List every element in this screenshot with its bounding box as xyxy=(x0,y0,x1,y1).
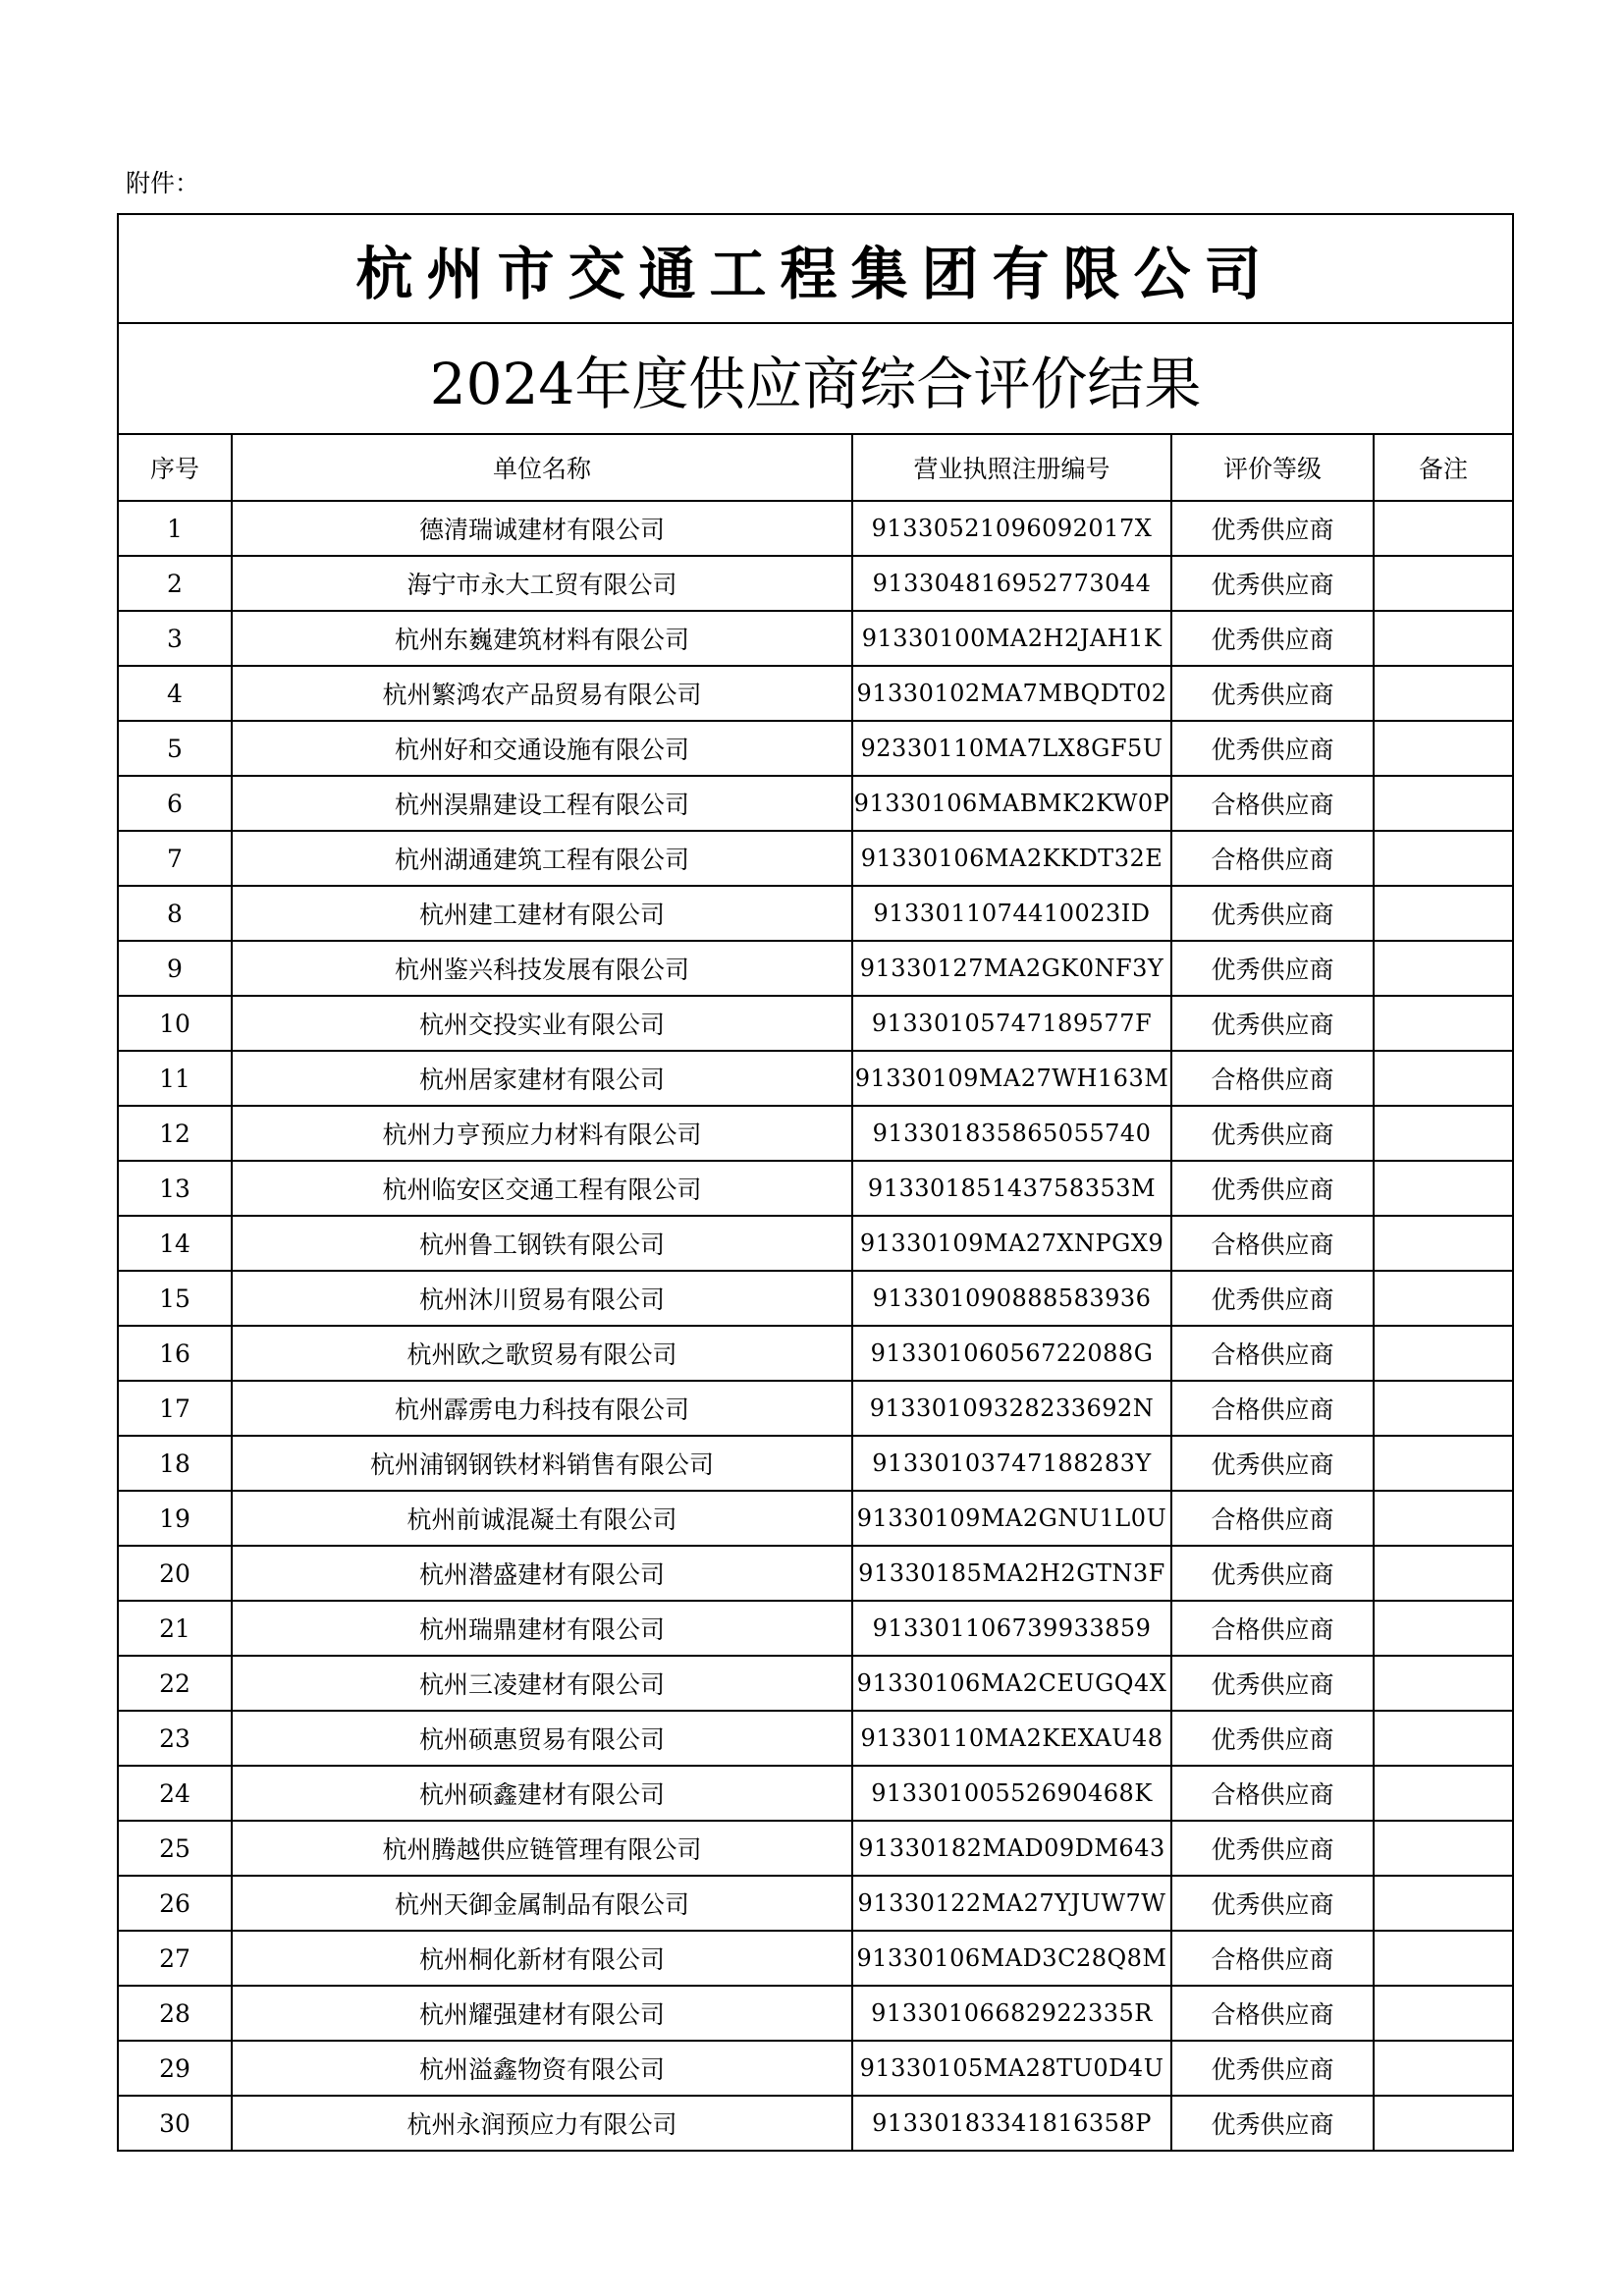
cell-evaluation-grade: 合格供应商 xyxy=(1171,1216,1374,1271)
cell-company-name: 杭州居家建材有限公司 xyxy=(232,1051,852,1106)
cell-company-name: 杭州东巍建筑材料有限公司 xyxy=(232,611,852,666)
cell-company-name: 杭州鉴兴科技发展有限公司 xyxy=(232,941,852,996)
table-row xyxy=(118,1986,1513,2041)
table-row xyxy=(118,556,1513,611)
cell-license-number: 91330182MAD09DM643 xyxy=(852,1821,1171,1876)
cell-evaluation-grade: 优秀供应商 xyxy=(1171,1161,1374,1216)
table-row xyxy=(118,1161,1513,1216)
cell-index: 14 xyxy=(118,1216,232,1271)
cell-license-number: 91330185143758353M xyxy=(852,1161,1171,1216)
cell-evaluation-grade: 合格供应商 xyxy=(1171,1491,1374,1546)
cell-license-number: 9133011074410023ID xyxy=(852,886,1171,941)
cell-company-name: 杭州三凌建材有限公司 xyxy=(232,1656,852,1711)
cell-evaluation-grade: 优秀供应商 xyxy=(1171,996,1374,1051)
cell-evaluation-grade: 优秀供应商 xyxy=(1171,1711,1374,1766)
cell-remark xyxy=(1374,1656,1513,1711)
cell-license-number: 91330109328233692N xyxy=(852,1381,1171,1436)
cell-company-name: 杭州欧之歌贸易有限公司 xyxy=(232,1326,852,1381)
column-header-row xyxy=(118,434,1513,501)
cell-license-number: 91330183341816358P xyxy=(852,2096,1171,2151)
cell-remark xyxy=(1374,1326,1513,1381)
cell-evaluation-grade: 优秀供应商 xyxy=(1171,2096,1374,2151)
cell-evaluation-grade: 优秀供应商 xyxy=(1171,1876,1374,1931)
cell-evaluation-grade: 优秀供应商 xyxy=(1171,611,1374,666)
cell-company-name: 杭州淏鼎建设工程有限公司 xyxy=(232,776,852,831)
cell-evaluation-grade: 合格供应商 xyxy=(1171,1381,1374,1436)
cell-index: 2 xyxy=(118,556,232,611)
cell-remark xyxy=(1374,1491,1513,1546)
table-row xyxy=(118,776,1513,831)
cell-company-name: 杭州鲁工钢铁有限公司 xyxy=(232,1216,852,1271)
table-row xyxy=(118,1546,1513,1601)
table-row xyxy=(118,1436,1513,1491)
cell-license-number: 91330109MA2GNU1L0U xyxy=(852,1491,1171,1546)
cell-evaluation-grade: 合格供应商 xyxy=(1171,831,1374,886)
cell-remark xyxy=(1374,1106,1513,1161)
table-row xyxy=(118,1106,1513,1161)
cell-remark xyxy=(1374,1931,1513,1986)
cell-license-number: 91330105MA28TU0D4U xyxy=(852,2041,1171,2096)
cell-remark xyxy=(1374,1766,1513,1821)
cell-index: 3 xyxy=(118,611,232,666)
cell-index: 20 xyxy=(118,1546,232,1601)
table-row xyxy=(118,941,1513,996)
cell-remark xyxy=(1374,1601,1513,1656)
cell-remark xyxy=(1374,941,1513,996)
cell-evaluation-grade: 合格供应商 xyxy=(1171,1766,1374,1821)
table-row xyxy=(118,501,1513,556)
cell-evaluation-grade: 合格供应商 xyxy=(1171,1051,1374,1106)
table-row xyxy=(118,996,1513,1051)
cell-remark xyxy=(1374,1546,1513,1601)
cell-company-name: 杭州好和交通设施有限公司 xyxy=(232,721,852,776)
table-row xyxy=(118,1711,1513,1766)
cell-remark xyxy=(1374,776,1513,831)
cell-index: 25 xyxy=(118,1821,232,1876)
cell-license-number: 913301090888583936 xyxy=(852,1271,1171,1326)
cell-index: 30 xyxy=(118,2096,232,2151)
cell-index: 8 xyxy=(118,886,232,941)
cell-index: 21 xyxy=(118,1601,232,1656)
cell-remark xyxy=(1374,831,1513,886)
cell-index: 6 xyxy=(118,776,232,831)
cell-evaluation-grade: 优秀供应商 xyxy=(1171,1821,1374,1876)
cell-evaluation-grade: 合格供应商 xyxy=(1171,1986,1374,2041)
cell-company-name: 杭州耀强建材有限公司 xyxy=(232,1986,852,2041)
cell-remark xyxy=(1374,1711,1513,1766)
cell-index: 22 xyxy=(118,1656,232,1711)
cell-license-number: 91330122MA27YJUW7W xyxy=(852,1876,1171,1931)
cell-remark xyxy=(1374,1821,1513,1876)
cell-company-name: 杭州瑞鼎建材有限公司 xyxy=(232,1601,852,1656)
cell-index: 4 xyxy=(118,666,232,721)
cell-index: 19 xyxy=(118,1491,232,1546)
table-row xyxy=(118,1601,1513,1656)
cell-license-number: 91330102MA7MBQDT02 xyxy=(852,666,1171,721)
cell-index: 12 xyxy=(118,1106,232,1161)
cell-license-number: 91330110MA2KEXAU48 xyxy=(852,1711,1171,1766)
cell-license-number: 913301835865055740 xyxy=(852,1106,1171,1161)
cell-index: 10 xyxy=(118,996,232,1051)
cell-remark xyxy=(1374,1876,1513,1931)
cell-remark xyxy=(1374,1381,1513,1436)
cell-license-number: 92330110MA7LX8GF5U xyxy=(852,721,1171,776)
cell-index: 27 xyxy=(118,1931,232,1986)
cell-company-name: 杭州沐川贸易有限公司 xyxy=(232,1271,852,1326)
cell-evaluation-grade: 优秀供应商 xyxy=(1171,556,1374,611)
cell-index: 15 xyxy=(118,1271,232,1326)
attachment-label: 附件： xyxy=(126,169,200,197)
cell-evaluation-grade: 合格供应商 xyxy=(1171,1326,1374,1381)
table-row xyxy=(118,1821,1513,1876)
column-header-license: 营业执照注册编号 xyxy=(852,434,1171,501)
cell-company-name: 海宁市永大工贸有限公司 xyxy=(232,556,852,611)
cell-index: 13 xyxy=(118,1161,232,1216)
cell-license-number: 91330105747189577F xyxy=(852,996,1171,1051)
cell-company-name: 杭州建工建材有限公司 xyxy=(232,886,852,941)
cell-company-name: 德清瑞诚建材有限公司 xyxy=(232,501,852,556)
cell-company-name: 杭州永润预应力有限公司 xyxy=(232,2096,852,2151)
cell-index: 11 xyxy=(118,1051,232,1106)
cell-remark xyxy=(1374,2041,1513,2096)
cell-license-number: 91330106MAD3C28Q8M xyxy=(852,1931,1171,1986)
cell-evaluation-grade: 优秀供应商 xyxy=(1171,1436,1374,1491)
column-header-name: 单位名称 xyxy=(232,434,852,501)
cell-evaluation-grade: 优秀供应商 xyxy=(1171,1546,1374,1601)
cell-company-name: 杭州霹雳电力科技有限公司 xyxy=(232,1381,852,1436)
table-row xyxy=(118,1381,1513,1436)
cell-index: 1 xyxy=(118,501,232,556)
cell-company-name: 杭州腾越供应链管理有限公司 xyxy=(232,1821,852,1876)
table-row xyxy=(118,1051,1513,1106)
table-row xyxy=(118,611,1513,666)
cell-index: 17 xyxy=(118,1381,232,1436)
column-header-grade: 评价等级 xyxy=(1171,434,1374,501)
cell-remark xyxy=(1374,886,1513,941)
cell-license-number: 913304816952773044 xyxy=(852,556,1171,611)
table-row xyxy=(118,1876,1513,1931)
table-row xyxy=(118,1656,1513,1711)
cell-license-number: 91330106682922335R xyxy=(852,1986,1171,2041)
cell-license-number: 91330106MA2KKDT32E xyxy=(852,831,1171,886)
cell-remark xyxy=(1374,1051,1513,1106)
cell-index: 7 xyxy=(118,831,232,886)
table-row xyxy=(118,666,1513,721)
cell-company-name: 杭州浦钢钢铁材料销售有限公司 xyxy=(232,1436,852,1491)
cell-company-name: 杭州交投实业有限公司 xyxy=(232,996,852,1051)
cell-company-name: 杭州桐化新材有限公司 xyxy=(232,1931,852,1986)
cell-license-number: 91330521096092017X xyxy=(852,501,1171,556)
table-row xyxy=(118,831,1513,886)
cell-company-name: 杭州潜盛建材有限公司 xyxy=(232,1546,852,1601)
cell-license-number: 91330109MA27XNPGX9 xyxy=(852,1216,1171,1271)
cell-evaluation-grade: 优秀供应商 xyxy=(1171,721,1374,776)
cell-evaluation-grade: 优秀供应商 xyxy=(1171,941,1374,996)
table-row xyxy=(118,1271,1513,1326)
cell-license-number: 91330106056722088G xyxy=(852,1326,1171,1381)
cell-index: 18 xyxy=(118,1436,232,1491)
cell-remark xyxy=(1374,1271,1513,1326)
cell-index: 28 xyxy=(118,1986,232,2041)
cell-evaluation-grade: 优秀供应商 xyxy=(1171,886,1374,941)
table-row xyxy=(118,1931,1513,1986)
column-header-index: 序号 xyxy=(118,434,232,501)
table-row xyxy=(118,1216,1513,1271)
cell-company-name: 杭州前诚混凝土有限公司 xyxy=(232,1491,852,1546)
cell-company-name: 杭州湖通建筑工程有限公司 xyxy=(232,831,852,886)
cell-index: 9 xyxy=(118,941,232,996)
table-row xyxy=(118,2096,1513,2151)
cell-company-name: 杭州天御金属制品有限公司 xyxy=(232,1876,852,1931)
cell-index: 24 xyxy=(118,1766,232,1821)
cell-evaluation-grade: 优秀供应商 xyxy=(1171,501,1374,556)
cell-evaluation-grade: 合格供应商 xyxy=(1171,1601,1374,1656)
company-title: 杭州市交通工程集团有限公司 xyxy=(118,214,1513,323)
cell-remark xyxy=(1374,611,1513,666)
cell-evaluation-grade: 优秀供应商 xyxy=(1171,1106,1374,1161)
cell-license-number: 91330109MA27WH163M xyxy=(852,1051,1171,1106)
cell-remark xyxy=(1374,2096,1513,2151)
cell-license-number: 913301106739933859 xyxy=(852,1601,1171,1656)
column-header-remark: 备注 xyxy=(1374,434,1513,501)
cell-evaluation-grade: 优秀供应商 xyxy=(1171,1656,1374,1711)
cell-remark xyxy=(1374,1436,1513,1491)
cell-remark xyxy=(1374,1161,1513,1216)
cell-remark xyxy=(1374,1216,1513,1271)
cell-index: 29 xyxy=(118,2041,232,2096)
table-body xyxy=(118,501,1513,2151)
table-row xyxy=(118,721,1513,776)
cell-evaluation-grade: 优秀供应商 xyxy=(1171,2041,1374,2096)
cell-remark xyxy=(1374,1986,1513,2041)
table-row xyxy=(118,2041,1513,2096)
cell-evaluation-grade: 合格供应商 xyxy=(1171,776,1374,831)
cell-company-name: 杭州力亨预应力材料有限公司 xyxy=(232,1106,852,1161)
cell-evaluation-grade: 优秀供应商 xyxy=(1171,1271,1374,1326)
cell-company-name: 杭州临安区交通工程有限公司 xyxy=(232,1161,852,1216)
cell-remark xyxy=(1374,996,1513,1051)
cell-company-name: 杭州溢鑫物资有限公司 xyxy=(232,2041,852,2096)
cell-index: 16 xyxy=(118,1326,232,1381)
cell-license-number: 91330185MA2H2GTN3F xyxy=(852,1546,1171,1601)
cell-remark xyxy=(1374,556,1513,611)
cell-license-number: 91330100552690468K xyxy=(852,1766,1171,1821)
cell-evaluation-grade: 优秀供应商 xyxy=(1171,666,1374,721)
table-row xyxy=(118,886,1513,941)
cell-remark xyxy=(1374,501,1513,556)
cell-license-number: 91330100MA2H2JAH1K xyxy=(852,611,1171,666)
cell-remark xyxy=(1374,721,1513,776)
cell-license-number: 91330127MA2GK0NF3Y xyxy=(852,941,1171,996)
report-subtitle: 2024年度供应商综合评价结果 xyxy=(118,323,1513,434)
cell-company-name: 杭州硕惠贸易有限公司 xyxy=(232,1711,852,1766)
cell-index: 23 xyxy=(118,1711,232,1766)
cell-remark xyxy=(1374,666,1513,721)
cell-license-number: 91330106MA2CEUGQ4X xyxy=(852,1656,1171,1711)
cell-evaluation-grade: 合格供应商 xyxy=(1171,1931,1374,1986)
supplier-evaluation-table xyxy=(117,213,1514,2152)
table-row xyxy=(118,1766,1513,1821)
cell-license-number: 91330103747188283Y xyxy=(852,1436,1171,1491)
cell-company-name: 杭州繁鸿农产品贸易有限公司 xyxy=(232,666,852,721)
cell-index: 5 xyxy=(118,721,232,776)
cell-index: 26 xyxy=(118,1876,232,1931)
table-row xyxy=(118,1491,1513,1546)
table-row xyxy=(118,1326,1513,1381)
cell-license-number: 91330106MABMK2KW0P xyxy=(852,776,1171,831)
cell-company-name: 杭州硕鑫建材有限公司 xyxy=(232,1766,852,1821)
